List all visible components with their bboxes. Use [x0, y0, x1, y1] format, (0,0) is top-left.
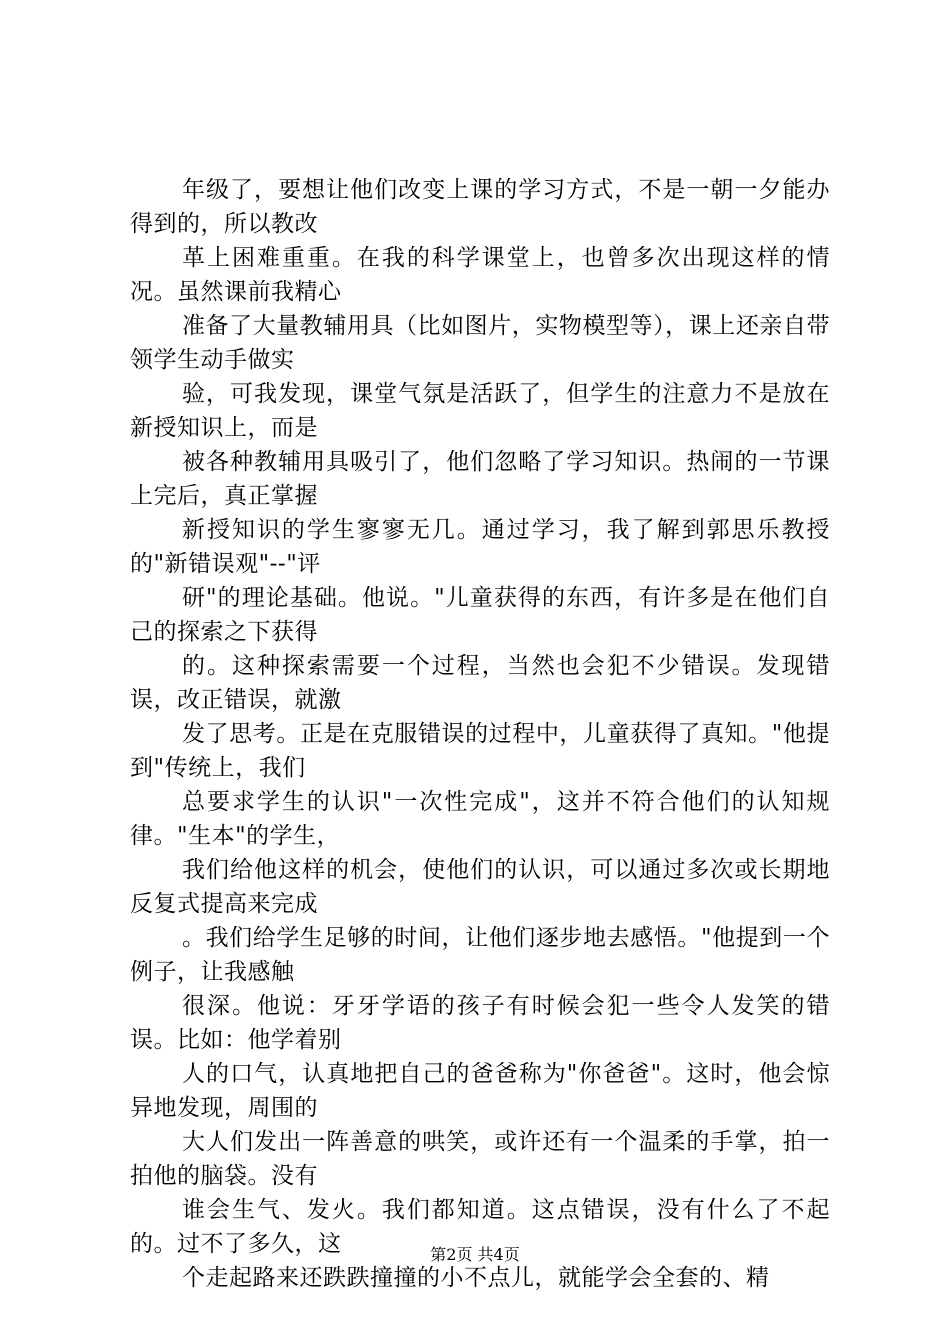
page-number-label: 第2页 共4页 — [430, 1245, 520, 1264]
paragraph: 新授知识的学生寥寥无几。通过学习，我了解到郭思乐教授的"新错误观"--"评 — [130, 517, 830, 577]
paragraph: 革上困难重重。在我的科学课堂上，也曾多次出现这样的情况。虽然课前我精心 — [130, 245, 830, 305]
paragraph: 被各种教辅用具吸引了，他们忽略了学习知识。热闹的一节课上完后，真正掌握 — [130, 449, 830, 509]
paragraph: 。我们给学生足够的时间，让他们逐步地去感悟。"他提到一个例子，让我感触 — [130, 925, 830, 985]
paragraph: 验，可我发现，课堂气氛是活跃了，但学生的注意力不是放在新授知识上，而是 — [130, 381, 830, 441]
body-text — [130, 173, 830, 1295]
paragraph: 我们给他这样的机会，使他们的认识，可以通过多次或长期地反复式提高来完成 — [130, 857, 830, 917]
page-footer — [0, 1244, 950, 1266]
paragraph: 谁会生气、发火。我们都知道。这点错误，没有什么了不起的。过不了多久，这 — [130, 1197, 830, 1257]
paragraph: 年级了，要想让他们改变上课的学习方式，不是一朝一夕能办得到的，所以教改 — [130, 177, 830, 237]
paragraph: 的。这种探索需要一个过程，当然也会犯不少错误。发现错误，改正错误，就激 — [130, 653, 830, 713]
paragraph: 准备了大量教辅用具（比如图片，实物模型等），课上还亲自带领学生动手做实 — [130, 313, 830, 373]
paragraph: 大人们发出一阵善意的哄笑，或许还有一个温柔的手掌，拍一拍他的脑袋。没有 — [130, 1129, 830, 1189]
paragraph: 研"的理论基础。他说。"儿童获得的东西，有许多是在他们自己的探索之下获得 — [130, 585, 830, 645]
paragraph: 发了思考。正是在克服错误的过程中，儿童获得了真知。"他提到"传统上，我们 — [130, 721, 830, 781]
paragraph: 人的口气，认真地把自己的爸爸称为"你爸爸"。这时，他会惊异地发现，周围的 — [130, 1061, 830, 1121]
paragraph: 很深。他说：牙牙学语的孩子有时候会犯一些令人发笑的错误。比如：他学着别 — [130, 993, 830, 1053]
paragraph: 总要求学生的认识"一次性完成"，这并不符合他们的认知规律。"生本"的学生， — [130, 789, 830, 849]
paragraph: 个走起路来还跌跌撞撞的小不点儿，就能学会全套的、精 — [182, 1265, 770, 1291]
